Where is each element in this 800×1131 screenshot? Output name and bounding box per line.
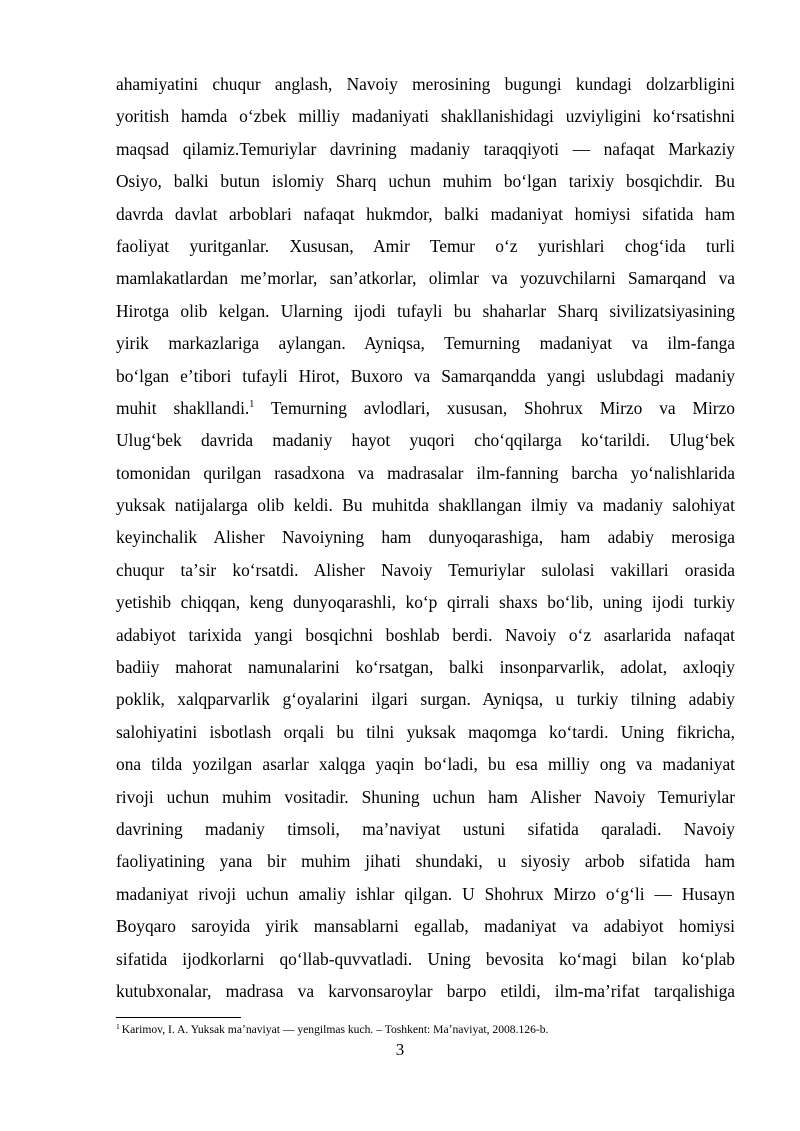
footnote-reference[interactable]: 1: [249, 398, 255, 410]
footnote-text: Karimov, I. A. Yuksak maʼnaviyat — yengilmas kuch. – Toshkent: Maʼnaviyat, 2008.126-b.: [121, 1023, 549, 1036]
footnote-separator: [116, 1017, 241, 1018]
page-number: 3: [395, 1040, 405, 1059]
text-line: kutubxonalar, madrasa va karvonsaroylar barpo etildi, ilm-maʼrifat tarqalishiga: [116, 980, 735, 1001]
text-line: davrda davlat arboblari nafaqat hukmdor, balki madaniyat homiysi sifatida ham: [116, 203, 735, 224]
text-line: madaniyat rivoji uchun amaliy ishlar qilgan. U Shohrux Mirzo oʻgʻli — Husayn: [116, 883, 735, 904]
body-paragraph: [116, 68, 735, 1007]
text-line: Hirotga olib kelgan. Ularning ijodi tufayli bu shaharlar Sharq sivilizatsiyasining: [116, 300, 735, 321]
text-line: yetishib chiqqan, keng dunyoqarashli, koʻp qirrali shaxs boʻlib, uning ijodi turkiy: [116, 592, 735, 613]
text-line: salohiyatini isbotlash orqali bu tilni yuksak maqomga koʻtardi. Uning fikricha,: [116, 721, 735, 742]
text-line-with-footnote: [116, 392, 735, 424]
footnote: [116, 1022, 736, 1037]
text-line: keyinchalik Alisher Navoiyning ham dunyoqarashiga, ham adabiy merosiga: [116, 527, 735, 548]
text-line: ona tilda yozilgan asarlar xalqga yaqin boʻladi, bu esa milliy ong va madaniyat: [116, 754, 735, 775]
text-segment: muhit shakllandi.: [116, 397, 250, 418]
text-line: mamlakatlardan meʼmorlar, sanʼatkorlar, olimlar va yozuvchilarni Samarqand va: [116, 268, 735, 289]
text-line: badiiy mahorat namunalarini koʻrsatgan, balki insonparvarlik, adolat, axloqiy: [116, 657, 735, 678]
text-line: davrining madaniy timsoli, maʼnaviyat ustuni sifatida qaraladi. Navoiy: [116, 818, 735, 839]
text-line: faoliyatining yana bir muhim jihati shundaki, u siyosiy arbob sifatida ham: [116, 851, 735, 872]
text-line: chuqur taʼsir koʻrsatdi. Alisher Navoiy Temuriylar sulolasi vakillari orasida: [116, 559, 735, 580]
text-line: rivoji uchun muhim vositadir. Shuning uchun ham Alisher Navoiy Temuriylar: [116, 786, 735, 807]
text-line: Ulugʻbek davrida madaniy hayot yuqori choʻqqilarga koʻtarildi. Ulugʻbek: [116, 430, 735, 451]
text-line: faoliyat yuritganlar. Xususan, Amir Temur oʻz yurishlari chogʻida turli: [116, 235, 735, 256]
text-line: ahamiyatini chuqur anglash, Navoiy merosining bugungi kundagi dolzarbligini: [116, 74, 735, 94]
footnote-marker: 1: [116, 1022, 120, 1031]
text-line: tomonidan qurilgan rasadxona va madrasalar ilm-fanning barcha yoʻnalishlarida: [116, 462, 735, 483]
text-line: yoritish hamda oʻzbek milliy madaniyati shakllanishidagi uzviyligini koʻrsatishni: [116, 106, 735, 127]
text-line: maqsad qilamiz.Temuriylar davrining madaniy taraqqiyoti — nafaqat Markaziy: [116, 138, 735, 159]
text-line: yuksak natijalarga olib keldi. Bu muhitda shakllangan ilmiy va madaniy salohiyat: [116, 495, 735, 516]
text-line: adabiyot tarixida yangi bosqichni boshlab berdi. Navoiy oʻz asarlarida nafaqat: [116, 624, 735, 645]
text-segment: Temurning avlodlari, xususan, Shohrux Mirzo va Mirzo: [254, 397, 735, 418]
text-line: boʻlgan eʼtibori tufayli Hirot, Buxoro va Samarqandda yangi uslubdagi madaniy: [116, 365, 735, 386]
text-line: yirik markazlariga aylangan. Ayniqsa, Temurning madaniyat va ilm-fanga: [116, 333, 735, 354]
text-line: Osiyo, balki butun islomiy Sharq uchun muhim boʻlgan tarixiy bosqichdir. Bu: [116, 171, 735, 192]
text-line: sifatida ijodkorlarni qoʻllab-quvvatladi. Uning bevosita koʻmagi bilan koʻplab: [116, 948, 735, 969]
text-line: poklik, xalqparvarlik gʻoyalarini ilgari surgan. Ayniqsa, u turkiy tilning adabiy: [116, 689, 735, 710]
text-line: Boyqaro saroyida yirik mansablarni egallab, madaniyat va adabiyot homiysi: [116, 916, 735, 937]
